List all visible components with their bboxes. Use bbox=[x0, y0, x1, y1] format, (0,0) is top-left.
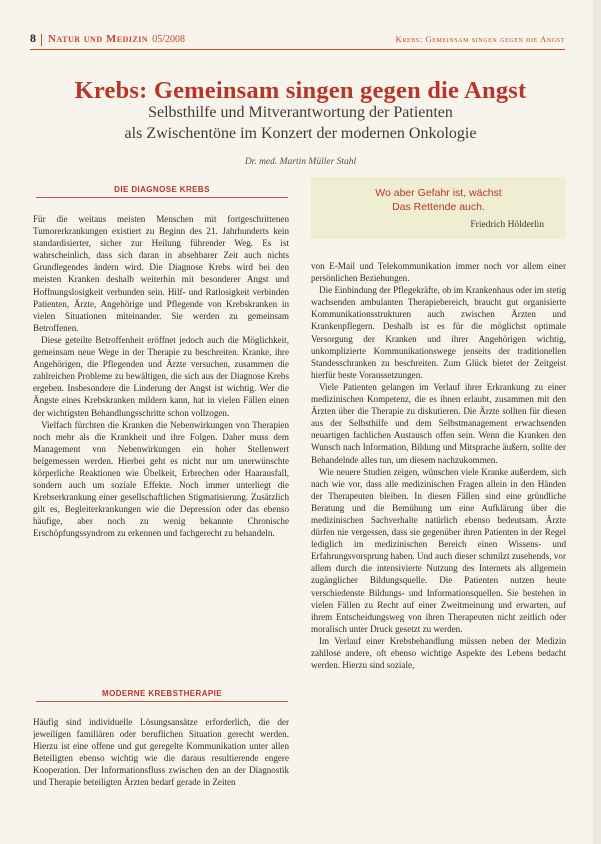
quote-box bbox=[311, 177, 566, 239]
page-number: 8 bbox=[30, 31, 36, 45]
paragraph: Die Einbindung der Pflegekräfte, ob im Krankenhaus oder im stetig wachsenden ambulanten Therapiebereich, braucht gut organisierte Kommunikationsstrukturen auch zwischen Ärzten und Krankenpflegern. Deshalb ist es für die möglichst optimale Versorgung der Kranken und ihrer Angehörigen wichtig, unkomplizierte Kommunikationswege jenseits der traditionellen Standesschranken zu beschreiten. Zum Glück bietet der Zeitgeist hierfür beste Voraussetzungen. bbox=[311, 285, 566, 380]
header-rule bbox=[30, 49, 565, 50]
running-title: Krebs: Gemeinsam singen gegen die Angst bbox=[395, 34, 565, 44]
paragraph: Diese geteilte Betroffenheit eröffnet jedoch auch die Möglichkeit, gemeinsam neue Wege in der Therapie zu beschreiten. Kranke, ihre Angehörigen, die Pflegenden und Ärzte versuchen, zusammen die zahlreichen Probleme zu bewältigen, die sich aus der Diagnose Krebs ergeben. Insbesondere die Linderung der Angst ist wichtig. Wer die Ängste eines Krebskranken mildern kann, hat in vielen Fällen einen der wichtigsten Behandlungsschritte schon vollzogen. bbox=[33, 334, 289, 418]
paragraph: Wie neuere Studien zeigen, wünschen viele Kranke außerdem, sich nach wie vor, dass alle medizinischen Fragen allein in den Händen der Therapeuten bleiben. In diesen Fällen sind eine gründliche Beratung und die Bemühung um eine Aufklärung über die medizinischen Sachverhalte natürlich ebenso bedeutsam. Ärzte dürfen nie vergessen, dass sie gegenüber ihren Patienten in der Regel lediglich im medizinischen Bereich einen Wissens- und Erfahrungsvorsprung haben. Und auch dieser schmilzt zusehends, vor allem durch die intensivierte Nutzung des Internets als allgemein zugänglicher Bildungsquelle. Die Patienten nutzen heute verschiedenste Bildungs- und Informationsquellen. Sie bestehen in vielen Fällen zu Recht auf einer Zweitmeinung und erwarten, auf ihrem Entscheidungsweg von ihren Therapeuten nicht zeitlich oder moralisch unter Druck gesetzt zu werden. bbox=[311, 466, 566, 634]
quote-source: Friedrich Hölderlin bbox=[470, 220, 544, 230]
column-left-top bbox=[33, 213, 289, 663]
running-header bbox=[30, 31, 565, 49]
paragraph: Vielfach fürchten die Kranken die Nebenwirkungen von Therapien noch mehr als die Krankheit und ihre Folgen. Daher muss dem Management von Nebenwirkungen ein hoher Stellenwert beigemessen werden. Hierbei geht es nicht nur um unerwünschte körperliche Reaktionen wie Übelkeit, Erbrechen oder Haarausfall, sondern auch um soziale Effekte. Noch immer unterliegt die Krebserkrankung einer gesellschaftlichen Stigmatisierung. Zusätzlich gilt es, Begleiterkrankungen wie die Depression oder das ebenso häufige, aber noch zu wenig bekannte Chronische Erschöpfungssyndrom zu erkennen und fachgerecht zu behandeln. bbox=[33, 419, 289, 539]
paragraph: von E-Mail und Telekommunikation immer noch vor allem einer persönlichen Beziehungen. bbox=[311, 261, 566, 284]
quote-line1: Wo aber Gefahr ist, wächst bbox=[375, 187, 502, 199]
column-right bbox=[311, 260, 566, 816]
paragraph: Viele Patienten gelangen im Verlauf ihrer Erkrankung zu einer medizinischen Kompetenz, die es ihnen erlaubt, zusammen mit den Ärzten über die Therapie zu diskutieren. Die Ärzte sollten für diesen aus der Selbsthilfe und dem Selbstmanagement erwachsenden neuartigen fachlichen Austausch offen sein. Wenn die Kranken den Wunsch nach Information, Bildung und Mitsprache äußern, sollte der Behandelnde alles tun, um diesem nachzukommen. bbox=[311, 381, 566, 465]
article-subtitle-line2: als Zwischentöne im Konzert der modernen Onkologie bbox=[124, 125, 477, 142]
article-title: Krebs: Gemeinsam singen gegen die Angst bbox=[74, 77, 527, 104]
column-left-bottom bbox=[33, 716, 289, 816]
section-heading-diagnose: DIE DIAGNOSE KREBS bbox=[36, 185, 288, 198]
journal-name: Natur und Medizin bbox=[48, 33, 149, 45]
paragraph: Häufig sind individuelle Lösungsansätze erforderlich, die der jeweiligen familiären oder beruflichen Situation gerecht werden. Hierzu ist eine offene und gut geregelte Kommunikation unter allen Beteiligten ebenso wichtig wie die daraus resultierende engere Kooperation. Der Informationsfluss zwischen den an der Diagnostik und Therapie beteiligten Ärzten bedarf gerade in Zeiten bbox=[33, 717, 289, 788]
author-line: Dr. med. Martin Müller Stahl bbox=[244, 157, 357, 167]
quote-line2: Das Rettende auch. bbox=[392, 201, 485, 213]
section-heading-therapie: MODERNE KREBSTHERAPIE bbox=[36, 689, 288, 702]
article-subtitle-line1: Selbsthilfe und Mitverantwortung der Patienten bbox=[148, 104, 453, 121]
paragraph: Für die weitaus meisten Menschen mit fortgeschrittenen Tumorerkrankungen existiert zu Beginn des 21. Jahrhunderts kein standardisierter, sicher zur Heilung führender Weg. Es ist wahrscheinlich, dass sich daran in absehbarer Zeit auch nichts Grundlegendes ändern wird. Die Diagnose Krebs wird bei den meisten Kranken deshalb weiterhin mit besonderer Angst und Hoffnungslosigkeit verbunden sein. Hilf- und Ratlosigkeit verbinden Patienten, Ärzte, Angehörige und Pflegende von Krebskranken in vielen Situationen miteinander. Sie werden zu gemeinsam Betroffenen. bbox=[33, 214, 289, 333]
paragraph: Im Verlauf einer Krebsbehandlung müssen neben der Medizin zahllose andere, oft ebenso wichtige Aspekte des Lebens bedacht werden. Hierzu sind soziale, bbox=[311, 635, 566, 671]
issue-number: 05/2008 bbox=[152, 34, 185, 45]
header-separator bbox=[41, 34, 42, 46]
